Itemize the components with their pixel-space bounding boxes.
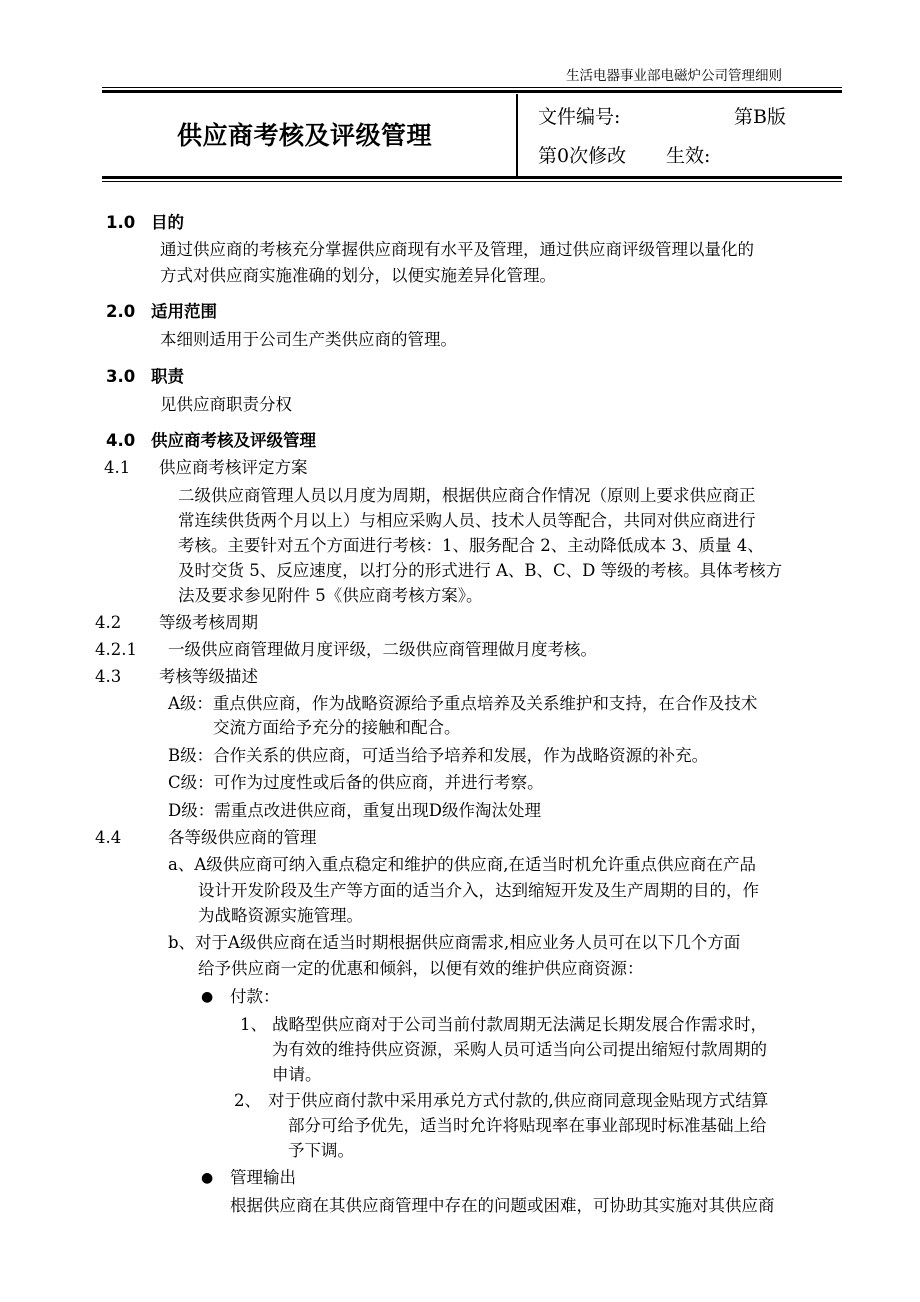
doc-number-label: 文件编号: [538, 106, 621, 128]
revision-label: 第0次修改 [538, 145, 627, 167]
effective-label: 生效: [666, 145, 711, 167]
bullet-icon: ● [201, 989, 214, 1005]
item-a-line-3: 为战略资源实施管理。 [198, 906, 363, 925]
section-3-para: 见供应商职责分权 [160, 395, 292, 414]
payment-item-2-line-1: 对于供应商付款中采用承兑方式付款的,供应商同意现金贴现方式结算 [268, 1091, 769, 1110]
section-4-4-title: 各等级供应商的管理 [168, 828, 317, 847]
management-output-line-1: 根据供应商在其供应商管理中存在的问题或困难，可协助其实施对其供应商 [230, 1196, 775, 1215]
bullet-payment: 付款： [230, 987, 280, 1006]
section-4-3-title: 考核等级描述 [159, 667, 258, 686]
payment-item-2-line-2: 部分可给予优先，适当时允许将贴现率在事业部现时标准基础上给 [288, 1116, 767, 1135]
grade-c: C级：可作为过度性或后备的供应商，并进行考察。 [168, 773, 544, 792]
section-1-para-line-2: 方式对供应商实施准确的划分，以便实施差异化管理。 [160, 266, 556, 285]
payment-item-1-line-1: 战略型供应商对于公司当前付款周期无法满足长期发展合作需求时， [272, 1015, 767, 1034]
section-4-2-title: 等级考核周期 [159, 613, 258, 632]
header-bottom-rule-thin [102, 181, 842, 182]
payment-item-1-line-3: 申请。 [272, 1065, 322, 1084]
section-4-4-number: 4.4 [95, 828, 122, 847]
section-4-1-line-4: 及时交货 5、反应速度，以打分的形式进行 A、B、C、D 等级的考核。具体考核方 [178, 561, 783, 580]
section-3-number: 3.0 [106, 367, 136, 386]
item-b-line-1: b、对于A级供应商在适当时期根据供应商需求,相应业务人员可在以下几个方面 [168, 933, 741, 952]
company-division-line: 生活电器事业部电磁炉公司管理细则 [566, 68, 782, 84]
grade-d: D级：需重点改进供应商，重复出现D级作淘汰处理 [168, 801, 541, 820]
section-4-1-number: 4.1 [104, 458, 131, 477]
item-b-line-2: 给予供应商一定的优惠和倾斜，以便有效的维护供应商资源： [198, 959, 644, 978]
payment-item-1-line-2: 为有效的维持供应资源，采购人员可适当向公司提出缩短付款周期的 [272, 1040, 767, 1059]
section-4-number: 4.0 [106, 431, 136, 450]
item-a-line-1: a、A级供应商可纳入重点稳定和维护的供应商,在适当时机允许重点供应商在产品 [168, 855, 756, 874]
section-2-para: 本细则适用于公司生产类供应商的管理。 [160, 330, 457, 349]
section-1-para-line-1: 通过供应商的考核充分掌握供应商现有水平及管理，通过供应商评级管理以量化的 [160, 240, 754, 259]
header-divider [516, 94, 518, 177]
section-2-number: 2.0 [106, 302, 136, 321]
header-top-rule-thin [102, 87, 842, 88]
section-4-1-title: 供应商考核评定方案 [159, 458, 308, 477]
section-1-title: 目的 [151, 213, 184, 232]
bullet-icon: ● [201, 1170, 214, 1186]
bullet-management-output: 管理输出 [230, 1168, 296, 1187]
payment-item-2-number: 2、 [234, 1091, 261, 1110]
header-top-rule-thick [102, 90, 842, 93]
section-4-2-1-number: 4.2.1 [95, 640, 137, 659]
section-4-2-1-text: 一级供应商管理做月度评级，二级供应商管理做月度考核。 [168, 640, 597, 659]
grade-a-line-1: A级：重点供应商，作为战略资源给予重点培养及关系维护和支持，在合作及技术 [168, 694, 758, 713]
payment-item-1-number: 1、 [240, 1015, 267, 1034]
section-1-number: 1.0 [106, 213, 136, 232]
item-a-line-2: 设计开发阶段及生产等方面的适当介入，达到缩短开发及生产周期的目的，作 [198, 881, 759, 900]
section-4-1-line-2: 常连续供货两个月以上）与相应采购人员、技术人员等配合，共同对供应商进行 [178, 511, 756, 530]
section-4-1-line-1: 二级供应商管理人员以月度为周期，根据供应商合作情况（原则上要求供应商正 [178, 486, 756, 505]
grade-b: B级：合作关系的供应商，可适当给予培养和发展，作为战略资源的补充。 [168, 746, 709, 765]
version-label: 第B版 [734, 106, 786, 128]
grade-a-line-2: 交流方面给予充分的接触和配合。 [213, 718, 461, 737]
section-4-1-line-5: 法及要求参见附件 5《供应商考核方案》。 [178, 586, 483, 605]
section-2-title: 适用范围 [151, 302, 217, 321]
section-4-title: 供应商考核及评级管理 [151, 431, 316, 450]
section-4-1-line-3: 考核。主要针对五个方面进行考核：1、服务配合 2、主动降低成本 3、质量 4、 [178, 536, 764, 555]
section-4-2-number: 4.2 [95, 613, 122, 632]
document-title: 供应商考核及评级管理 [177, 121, 433, 150]
header-bottom-rule-thick [102, 176, 842, 179]
section-3-title: 职责 [151, 367, 184, 386]
section-4-3-number: 4.3 [95, 667, 122, 686]
payment-item-2-line-3: 予下调。 [288, 1141, 354, 1160]
